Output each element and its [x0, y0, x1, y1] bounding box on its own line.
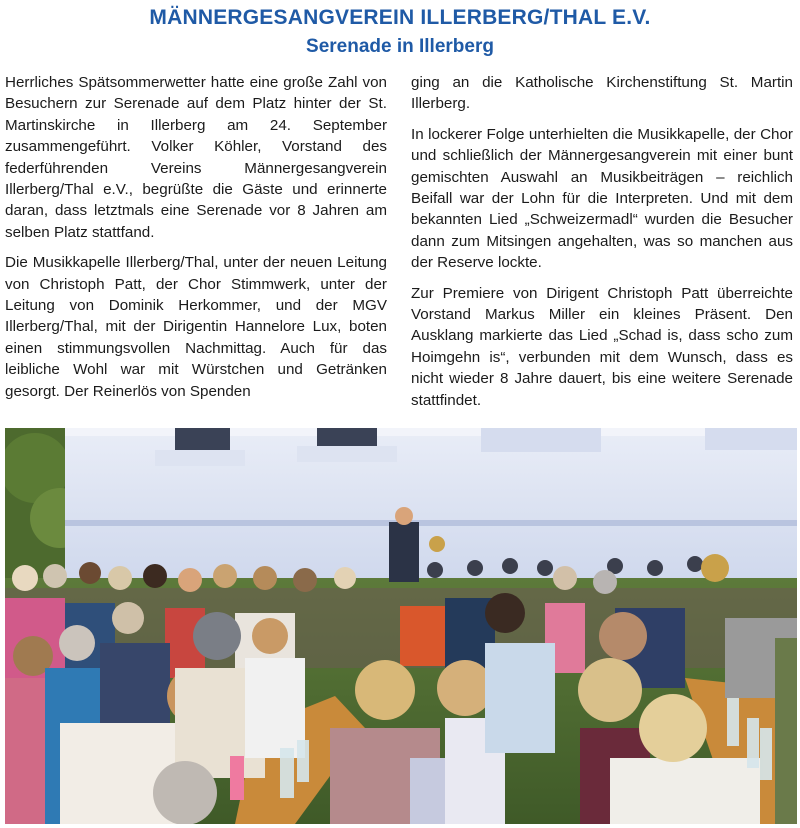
article-column-right [411, 72, 793, 420]
paragraph: In lockerer Folge unterhielten die Musikkapelle, der Chor und schließlich der Männergesangverein mit einer bunt gemischten Auswahl an Musikbeiträgen – reichlich Beifall war der Lohn für die Interpreten. Und mit dem bekannten Lied „Schweizermadl“ wurden die Besucher dann zum Mitsingen angehalten, was so manchen aus der Reserve lockte. [411, 125, 793, 272]
article-title: MÄNNERGESANGVEREIN ILLERBERG/THAL E.V. [149, 6, 651, 29]
event-photo [5, 428, 797, 824]
paragraph: ging an die Katholische Kirchenstiftung St. Martin Illerberg. [411, 74, 793, 113]
article-subtitle: Serenade in Illerberg [306, 36, 494, 57]
paragraph: Die Musikkapelle Illerberg/Thal, unter der neuen Leitung von Christoph Patt, der Chor Stimmwerk, unter der Leitung von Dominik Herkommer, und der MGV Illerberg/Thal, mit der Dirigentin Hannelore Lux, boten einen stimmungsvollen Nachmittag. Auch für das leibliche Wohl war mit Würstchen und Getränken gesorgt. Der Reinerlös von Spenden [5, 254, 387, 400]
article-column-left [5, 72, 387, 411]
paragraph: Herrliches Spätsommerwetter hatte eine große Zahl von Besuchern zur Serenade auf dem Platz hinter der St. Martinskirche in Illerberg am 24. September zusammengeführt. Volker Köhler, Vorstand des federführenden Vereins Männergesangverein Illerberg/Thal e.V., begrüßte die Gäste und erinnerte daran, dass letztmals eine Serenade vor 8 Jahren am selben Platz stattfand. [5, 74, 387, 241]
paragraph: Zur Premiere von Dirigent Christoph Patt überreichte Vorstand Markus Miller ein kleines Präsent. Den Ausklang markierte das Lied „Schad is, dass scho zum Hoimgehn is“, verbunden mit dem Wunsch, dass es nicht wieder 8 Jahre dauert, bis eine weitere Serenade stattfindet. [411, 284, 793, 409]
